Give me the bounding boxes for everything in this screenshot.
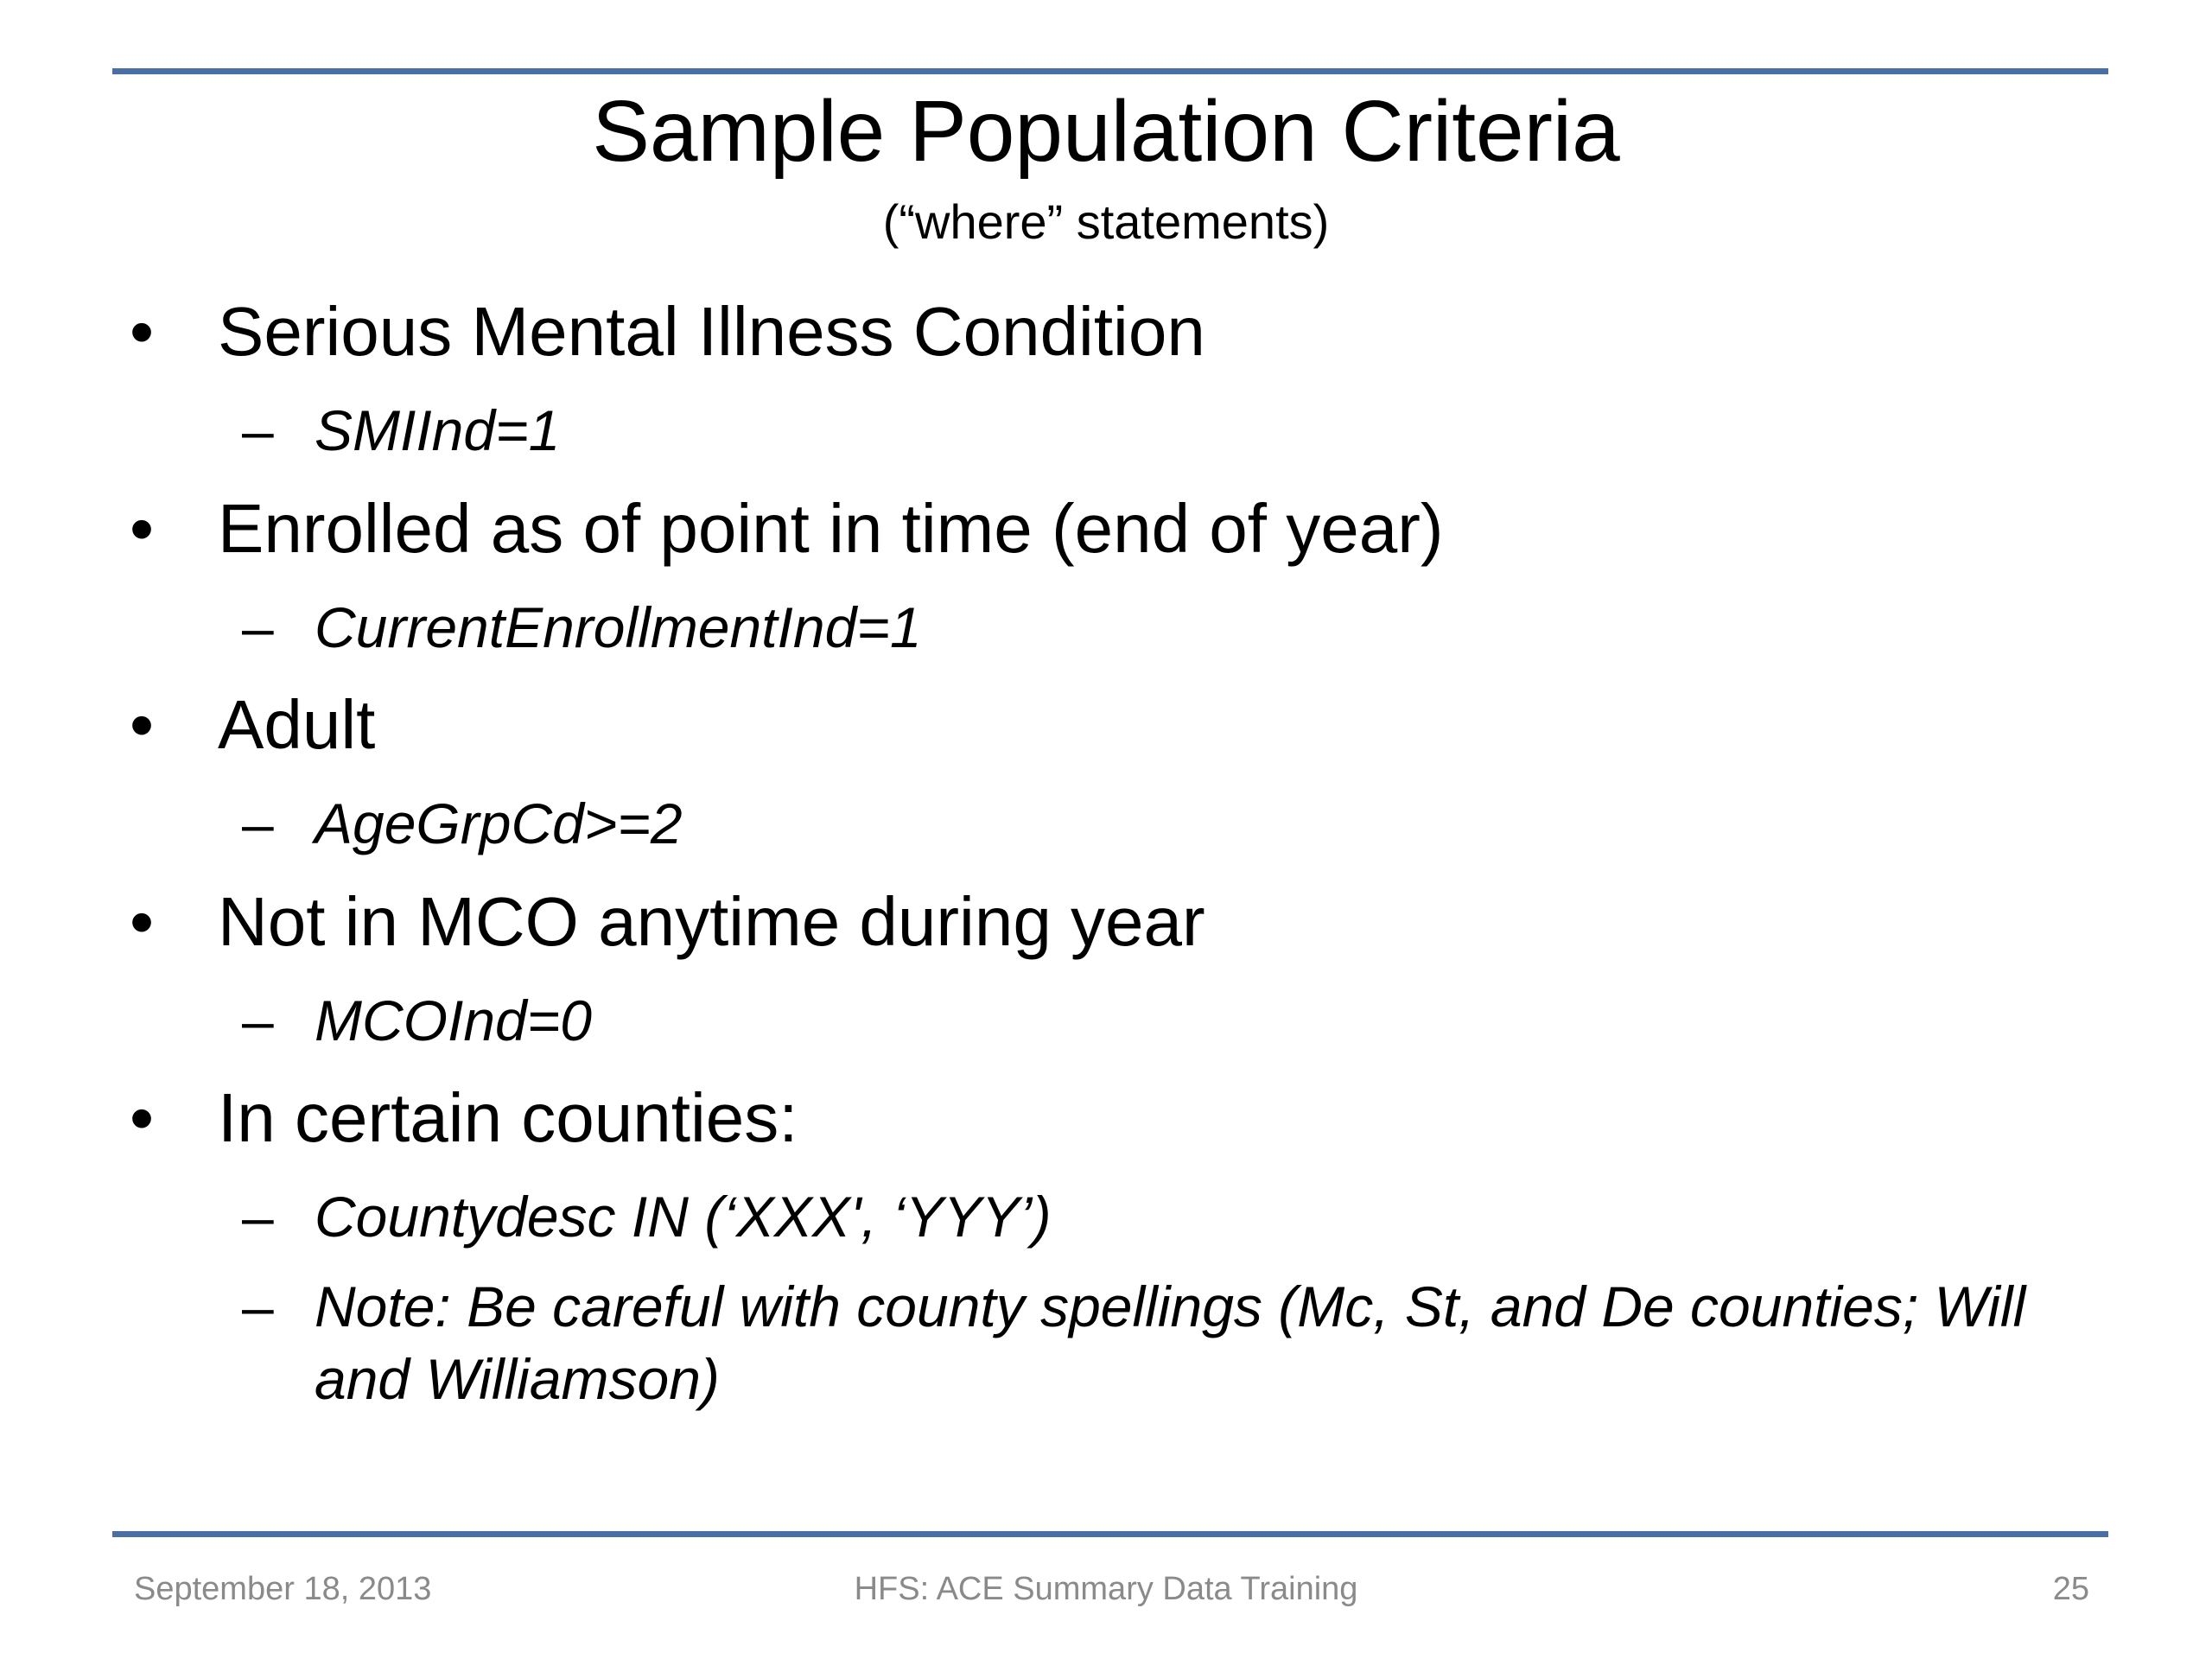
bullet-icon: • [130, 490, 155, 567]
dash-icon: – [242, 595, 274, 659]
dash-icon: – [242, 988, 274, 1052]
bullet-text: Enrolled as of point in time (end of year) [218, 490, 1444, 567]
bullet-text: In certain counties: [218, 1079, 798, 1156]
slide-title: Sample Population Criteria [592, 83, 1620, 180]
bullet-text: Serious Mental Illness Condition [218, 293, 1205, 370]
bullet-text: Adult [218, 686, 376, 763]
sub-item-text: MCOInd=0 [315, 988, 592, 1052]
sub-item-text: CurrentEnrollmentInd=1 [315, 595, 922, 659]
bottom-divider [112, 1531, 2108, 1537]
slide-subtitle: (“where” statements) [882, 194, 1330, 249]
dash-icon: – [242, 791, 274, 855]
sub-item-text: Note: Be careful with county spellings (Mc, St, and De counties; Will and Williamson) [315, 1274, 2026, 1411]
dash-icon: – [242, 1274, 274, 1338]
sub-item-text: SMIInd=1 [315, 398, 561, 462]
dash-icon: – [242, 1185, 274, 1249]
bullet-icon: • [130, 883, 155, 960]
bullet-icon: • [130, 1079, 155, 1156]
sub-item-text: Countydesc IN (‘XXX', ‘YYY’) [315, 1185, 1052, 1249]
dash-icon: – [242, 398, 274, 462]
bullet-icon: • [130, 686, 155, 763]
bullet-icon: • [130, 293, 155, 370]
footer-title: HFS: ACE Summary Data Training [854, 1571, 1358, 1607]
sub-item-text: AgeGrpCd>=2 [315, 791, 683, 855]
bullet-text: Not in MCO anytime during year [218, 883, 1205, 960]
footer-page-number: 25 [2052, 1571, 2089, 1607]
footer-date: September 18, 2013 [134, 1571, 432, 1607]
